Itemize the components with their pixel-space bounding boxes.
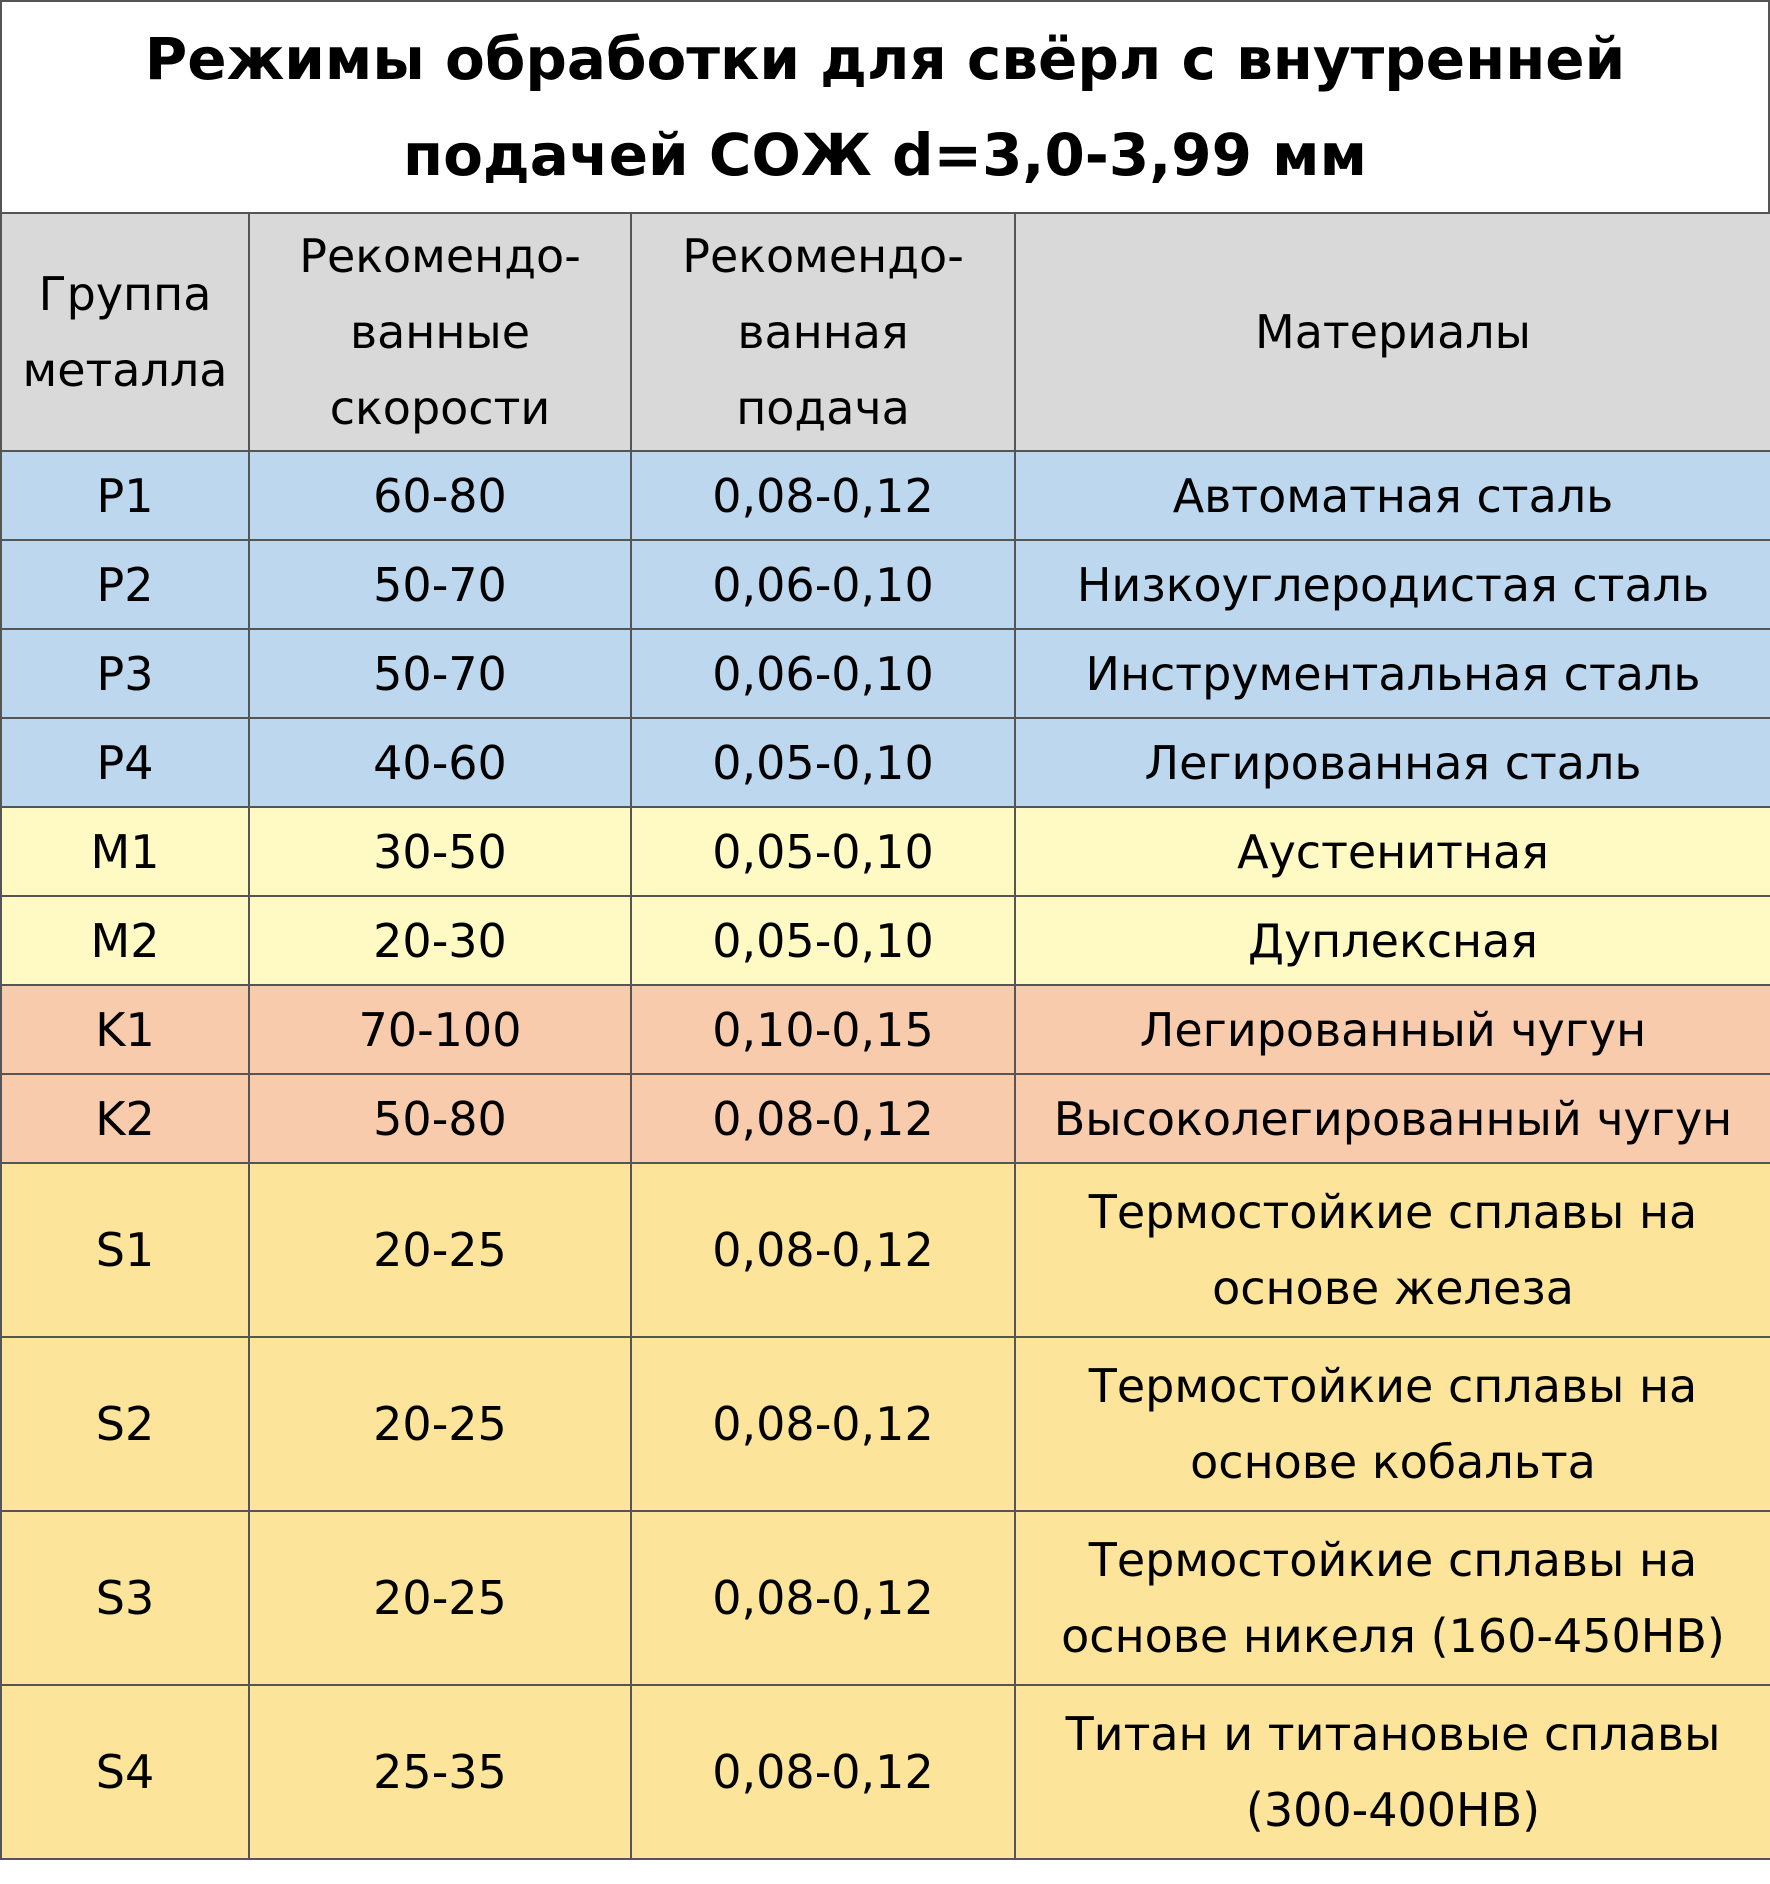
cell-feed: 0,05-0,10 bbox=[631, 807, 1015, 896]
cell-group: P1 bbox=[1, 451, 249, 540]
cell-feed: 0,08-0,12 bbox=[631, 1685, 1015, 1859]
cell-speed: 70-100 bbox=[249, 985, 631, 1074]
cell-speed: 30-50 bbox=[249, 807, 631, 896]
header-materials: Материалы bbox=[1015, 213, 1770, 451]
cell-feed: 0,10-0,15 bbox=[631, 985, 1015, 1074]
cell-speed: 50-70 bbox=[249, 540, 631, 629]
table-title: Режимы обработки для свёрл с внутренней подачей СОЖ d=3,0-3,99 мм bbox=[0, 0, 1770, 212]
table-row bbox=[1, 1074, 1770, 1163]
cell-material: Низкоуглеродистая сталь bbox=[1015, 540, 1770, 629]
table-row bbox=[1, 807, 1770, 896]
cell-speed: 25-35 bbox=[249, 1685, 631, 1859]
cell-material: Автоматная сталь bbox=[1015, 451, 1770, 540]
cell-material: Высоколегированный чугун bbox=[1015, 1074, 1770, 1163]
cell-material: Легированная сталь bbox=[1015, 718, 1770, 807]
cell-group: S2 bbox=[1, 1337, 249, 1511]
table-row bbox=[1, 1337, 1770, 1511]
cell-feed: 0,08-0,12 bbox=[631, 1337, 1015, 1511]
table-row bbox=[1, 540, 1770, 629]
cell-feed: 0,06-0,10 bbox=[631, 540, 1015, 629]
cell-material: Титан и титановые сплавы (300-400HB) bbox=[1015, 1685, 1770, 1859]
cell-group: P2 bbox=[1, 540, 249, 629]
cell-speed: 50-70 bbox=[249, 629, 631, 718]
cell-group: M2 bbox=[1, 896, 249, 985]
cell-group: K1 bbox=[1, 985, 249, 1074]
table-row bbox=[1, 1163, 1770, 1337]
header-row bbox=[1, 213, 1770, 451]
cell-feed: 0,06-0,10 bbox=[631, 629, 1015, 718]
table-row bbox=[1, 629, 1770, 718]
cell-group: P4 bbox=[1, 718, 249, 807]
cell-speed: 40-60 bbox=[249, 718, 631, 807]
cell-material: Термостойкие сплавы на основе железа bbox=[1015, 1163, 1770, 1337]
cell-speed: 50-80 bbox=[249, 1074, 631, 1163]
cell-feed: 0,08-0,12 bbox=[631, 1074, 1015, 1163]
cell-group: S1 bbox=[1, 1163, 249, 1337]
cell-material: Дуплексная bbox=[1015, 896, 1770, 985]
cell-feed: 0,08-0,12 bbox=[631, 451, 1015, 540]
table-row bbox=[1, 451, 1770, 540]
cell-material: Аустенитная bbox=[1015, 807, 1770, 896]
cell-feed: 0,08-0,12 bbox=[631, 1511, 1015, 1685]
header-feed: Рекомендо- ванная подача bbox=[631, 213, 1015, 451]
table-row bbox=[1, 1511, 1770, 1685]
cell-speed: 20-25 bbox=[249, 1337, 631, 1511]
table-row bbox=[1, 1685, 1770, 1859]
header-group: Группа металла bbox=[1, 213, 249, 451]
cell-group: M1 bbox=[1, 807, 249, 896]
table-row bbox=[1, 896, 1770, 985]
cell-speed: 60-80 bbox=[249, 451, 631, 540]
header-speed: Рекомендо- ванные скорости bbox=[249, 213, 631, 451]
cell-speed: 20-25 bbox=[249, 1511, 631, 1685]
cell-speed: 20-30 bbox=[249, 896, 631, 985]
cutting-modes-table bbox=[0, 212, 1770, 1860]
cell-feed: 0,08-0,12 bbox=[631, 1163, 1015, 1337]
cell-speed: 20-25 bbox=[249, 1163, 631, 1337]
cell-material: Термостойкие сплавы на основе никеля (160-450HB) bbox=[1015, 1511, 1770, 1685]
cell-material: Термостойкие сплавы на основе кобальта bbox=[1015, 1337, 1770, 1511]
cell-group: S3 bbox=[1, 1511, 249, 1685]
cell-group: K2 bbox=[1, 1074, 249, 1163]
table-row bbox=[1, 985, 1770, 1074]
cell-group: S4 bbox=[1, 1685, 249, 1859]
cell-feed: 0,05-0,10 bbox=[631, 896, 1015, 985]
cell-material: Инструментальная сталь bbox=[1015, 629, 1770, 718]
cell-group: P3 bbox=[1, 629, 249, 718]
cell-feed: 0,05-0,10 bbox=[631, 718, 1015, 807]
table-row bbox=[1, 718, 1770, 807]
cell-material: Легированный чугун bbox=[1015, 985, 1770, 1074]
